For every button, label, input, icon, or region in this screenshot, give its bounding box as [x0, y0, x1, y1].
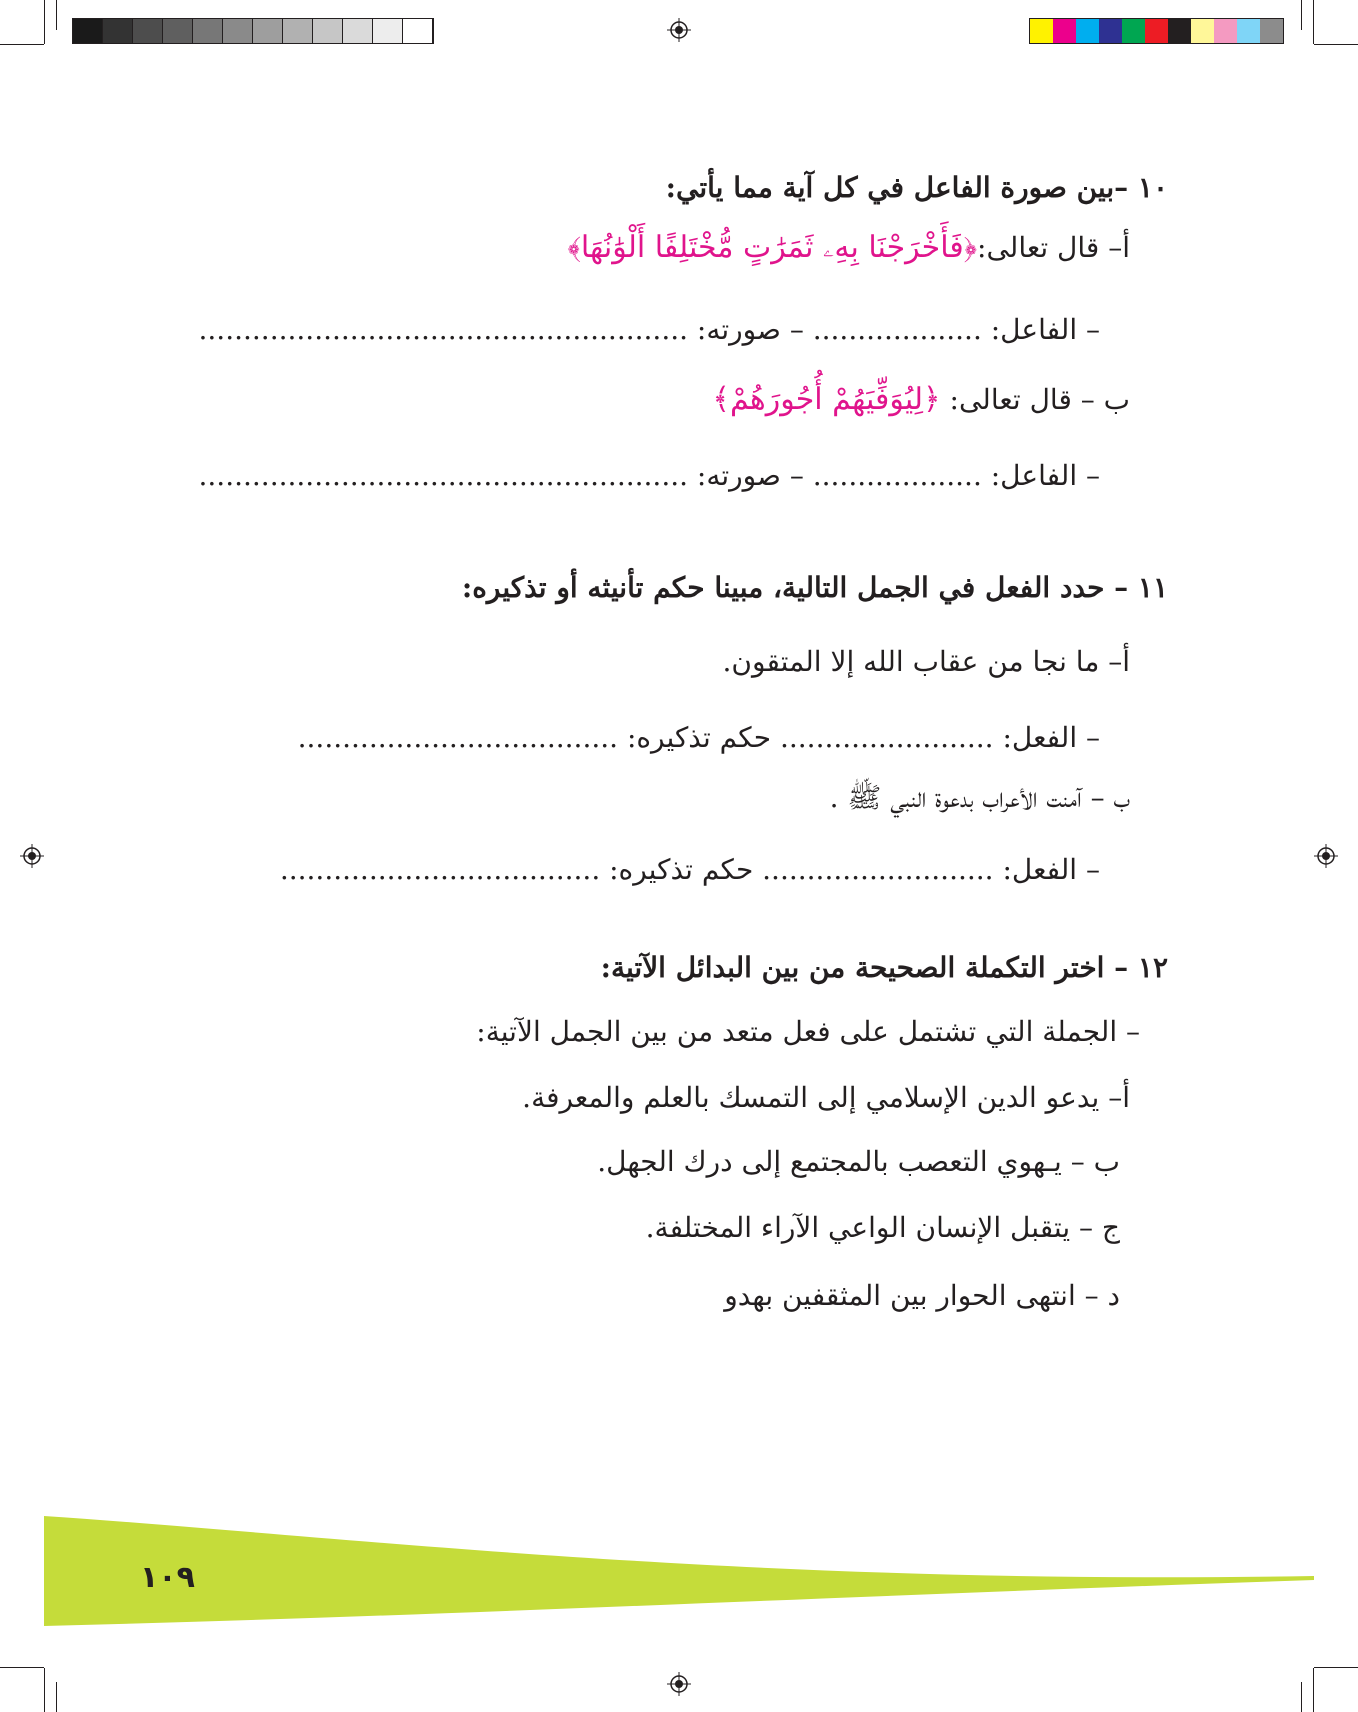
fa3il-blank: – الفاعل: ................... — [812, 313, 1100, 346]
gray-swatch — [403, 19, 433, 43]
question-10a-prefix: أ– قال تعالى: — [977, 231, 1130, 264]
registration-mark-icon — [667, 1672, 691, 1696]
sura-blank: – صورته: ....................................................... — [198, 313, 804, 346]
gray-swatch — [313, 19, 343, 43]
crop-mark — [1314, 1667, 1358, 1668]
answer-line-11b: – الفعل: .......................... حكم تذكيره: .................................... — [279, 853, 1100, 886]
option-b: ب – يـهوي التعصب بالمجتمع إلى درك الجهل. — [597, 1145, 1120, 1178]
crop-mark — [56, 1682, 57, 1712]
registration-mark-icon — [667, 18, 691, 42]
gray-swatch — [223, 19, 253, 43]
registration-mark-icon — [1314, 844, 1338, 868]
crop-mark — [1313, 1668, 1314, 1712]
gray-swatch — [133, 19, 163, 43]
crop-mark — [1301, 1682, 1302, 1712]
color-swatch — [1099, 19, 1122, 43]
crop-mark — [1301, 0, 1302, 30]
answer-line-10a — [0, 310, 1100, 350]
answer-line-10b — [0, 456, 1100, 496]
color-swatch — [1122, 19, 1145, 43]
crop-mark — [0, 44, 44, 45]
option-c: ج – يتقبل الإنسان الواعي الآراء المختلفة. — [645, 1211, 1120, 1244]
option-d: د – انتهى الحوار بين المثقفين بهدو — [724, 1279, 1120, 1312]
gray-swatch — [193, 19, 223, 43]
answer-line-11a: – الفعل: ........................ حكم تذكيره: .................................... — [297, 721, 1100, 754]
gray-calibration-bar — [72, 18, 434, 44]
footer-band — [44, 1516, 1314, 1626]
question-11a-sentence: أ– ما نجا من عقاب الله إلا المتقون. — [722, 645, 1130, 678]
color-calibration-bar — [1029, 18, 1284, 44]
page-number: ١٠٩ — [140, 1560, 195, 1595]
quran-verse-10b: ﴿لِيُوَفِّيَهُمْ أُجُورَهُمْ﴾ — [712, 382, 941, 417]
gray-swatch — [253, 19, 283, 43]
question-10-title: ١٠ –بين صورة الفاعل في كل آية مما يأتي: — [665, 171, 1168, 204]
gray-swatch — [103, 19, 133, 43]
crop-mark — [44, 1668, 45, 1712]
option-a: أ– يدعو الدين الإسلامي إلى التمسك بالعلم والمعرفة. — [522, 1081, 1130, 1114]
question-12-title: ١٢ – اختر التكملة الصحيحة من بين البدائل الآتية: — [600, 951, 1168, 984]
gray-swatch — [73, 19, 103, 43]
quran-verse-10a: ﴿فَأَخْرَجْنَا بِهِۦ ثَمَرَٰتٍ مُّخْتَلِفًا أَلْوَٰنُهَا﴾ — [567, 230, 978, 265]
question-10b-line — [0, 380, 1130, 420]
crop-mark — [56, 0, 57, 30]
color-swatch — [1237, 19, 1260, 43]
color-swatch — [1053, 19, 1076, 43]
crop-mark — [1314, 44, 1358, 45]
color-swatch — [1030, 19, 1053, 43]
gray-swatch — [373, 19, 403, 43]
fa3il-blank: – الفاعل: ................... — [812, 459, 1100, 492]
color-swatch — [1076, 19, 1099, 43]
gray-swatch — [163, 19, 193, 43]
question-10a-line — [0, 228, 1130, 268]
sura-blank: – صورته: ....................................................... — [198, 459, 804, 492]
question-11-title: ١١ – حدد الفعل في الجمل التالية، مبينا حكم تأنيثه أو تذكيره: — [461, 571, 1168, 604]
color-swatch — [1260, 19, 1283, 43]
question-10b-prefix: ب – قال تعالى: — [949, 383, 1130, 416]
crop-mark — [44, 0, 45, 44]
color-swatch — [1214, 19, 1237, 43]
gray-swatch — [283, 19, 313, 43]
crop-mark — [1313, 0, 1314, 44]
color-swatch — [1191, 19, 1214, 43]
color-swatch — [1145, 19, 1168, 43]
color-swatch — [1168, 19, 1191, 43]
question-12-stem: – الجملة التي تشتمل على فعل متعد من بين الجمل الآتية: — [476, 1015, 1140, 1048]
question-11b-sentence: ب – آمنت الأعراب بدعوة النبي ﷺ . — [829, 781, 1130, 814]
crop-mark — [0, 1667, 44, 1668]
gray-swatch — [343, 19, 373, 43]
